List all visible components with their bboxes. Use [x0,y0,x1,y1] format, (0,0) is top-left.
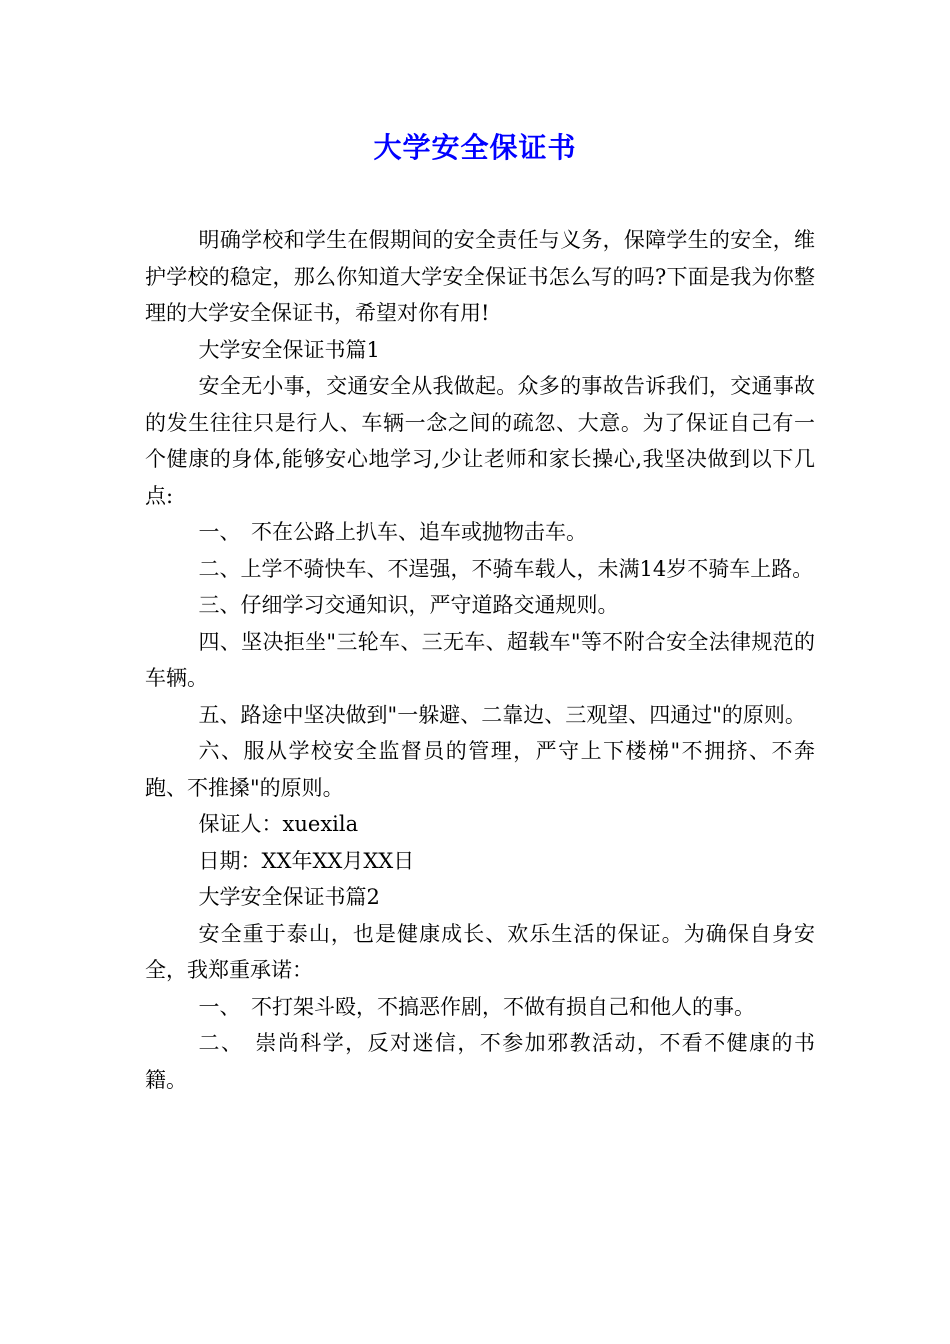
section-heading-2: 大学安全保证书篇2 [198,885,380,909]
date-line: 日期：XX年XX月XX日 [198,848,415,873]
guarantor-line: 保证人：xuexila [198,812,359,836]
list-item-6: 六、服从学校安全监督员的管理，严守上下楼梯"不拥挤、不奔跑、不推搡"的原则。 [145,739,815,800]
list-item-3: 三、仔细学习交通知识，严守道路交通规则。 [198,593,619,617]
section-heading-1: 大学安全保证书篇1 [198,337,380,362]
pledge-item-1: 一、 不打架斗殴，不搞恶作剧，不做有损自己和他人的事。 [198,994,756,1019]
list-item-5: 五、路途中坚决做到"一躲避、二靠边、三观望、四通过"的原则。 [198,702,806,727]
list-item-4: 四、坚决拒坐"三轮车、三无车、超载车"等不附合安全法律规范的车辆。 [145,629,815,690]
paragraph-traffic-safety: 安全无小事，交通安全从我做起。众多的事故告诉我们，交通事故的发生往往只是行人、车辆一念之间的疏忽、大意。为了保证自己有一个健康的身体,能够安心地学习,少让老师和家长操心,我坚决做到以下几点: [145,374,815,508]
list-item-1: 一、 不在公路上扒车、追车或抛物击车。 [198,520,588,544]
paragraph-safety-pledge: 安全重于泰山，也是健康成长、欢乐生活的保证。为确保自身安全，我郑重承诺： [145,921,815,982]
document-body [145,222,815,1098]
intro-paragraph: 明确学校和学生在假期间的安全责任与义务，保障学生的安全，维护学校的稳定，那么你知道大学安全保证书怎么写的吗?下面是我为你整理的大学安全保证书，希望对你有用! [145,228,815,325]
pledge-item-2: 二、 崇尚科学，反对迷信，不参加邪教活动，不看不健康的书籍。 [145,1031,815,1092]
document-title: 大学安全保证书 [373,131,577,164]
list-item-2: 二、上学不骑快车、不逞强，不骑车载人，未满14岁不骑车上路。 [198,556,814,581]
